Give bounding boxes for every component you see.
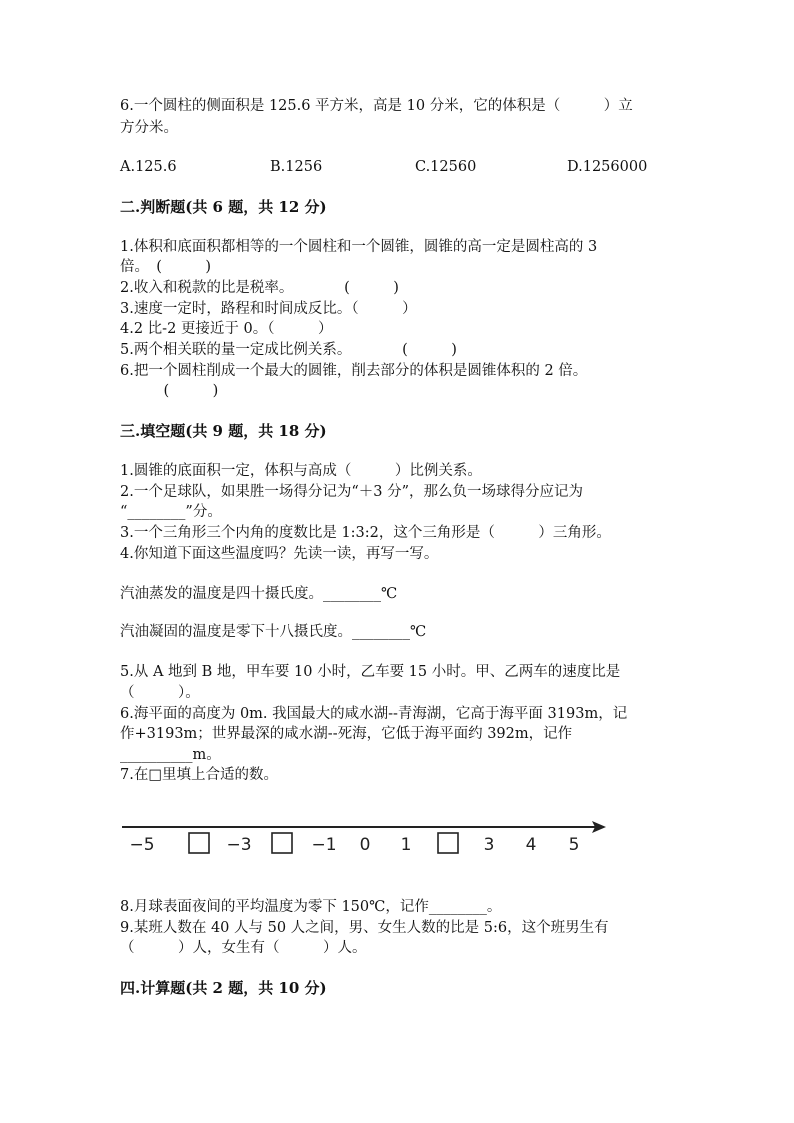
q6-stem-line2: 方分米。 (120, 120, 178, 136)
section4-heading: 四.计算题(共 2 题，共 10 分) (120, 979, 327, 997)
s3-line: 作+3193m；世界最深的咸水湖--死海，它低于海平面约 392m，记作 (120, 726, 573, 742)
s3-line: “________”分。 (120, 504, 222, 520)
tick-label: 4 (525, 835, 537, 855)
tick-label: −5 (129, 835, 155, 855)
temp-line-1: 汽油蒸发的温度是四十摄氏度。________℃ (120, 586, 398, 602)
s3-line: 3.一个三角形三个内角的度数比是 1:3:2，这个三角形是（ ）三角形。 (120, 525, 611, 541)
s2-line: 3.速度一定时，路程和时间成反比。（ ） (120, 301, 417, 317)
q6-option-d: D.1256000 (567, 159, 648, 175)
q6-option-b: B.1256 (270, 159, 323, 175)
section3-heading: 三.填空题(共 9 题，共 18 分) (120, 422, 327, 440)
s3-line: 7.在□里填上合适的数。 (120, 767, 279, 783)
temp-line-2: 汽油凝固的温度是零下十八摄氏度。________℃ (120, 624, 427, 640)
tick-label: 0 (359, 835, 371, 855)
tick-label: 3 (483, 835, 495, 855)
s2-line: 2.收入和税款的比是税率。 ( ) (120, 280, 399, 296)
s3-line: 2.一个足球队，如果胜一场得分记为“＋3 分”，那么负一场球得分应记为 (120, 484, 583, 500)
s2-line: 4.2 比-2 更接近于 0。（ ） (120, 321, 333, 337)
s2-line: 1.体积和底面积都相等的一个圆柱和一个圆锥，圆锥的高一定是圆柱高的 3 (120, 239, 598, 255)
s3-line: 9.某班人数在 40 人与 50 人之间，男、女生人数的比是 5:6，这个班男生有 (120, 920, 609, 936)
q6-option-c: C.12560 (415, 159, 477, 175)
blank-box[interactable] (272, 833, 292, 853)
s3-line: 5.从 A 地到 B 地，甲车要 10 小时，乙车要 15 小时。甲、乙两车的速度比是 (120, 664, 621, 680)
s3-line: （ ）人，女生有（ ）人。 (120, 940, 367, 956)
s3-line: 1.圆锥的底面积一定，体积与高成（ ）比例关系。 (120, 463, 482, 479)
tick-label: −1 (311, 835, 337, 855)
s3-line: 6.海平面的高度为 0m. 我国最大的咸水湖--青海湖，它高于海平面 3193m，记 (120, 706, 628, 722)
s2-line: 5.两个相关联的量一定成比例关系。 ( ) (120, 342, 457, 358)
q6-stem-line1: 6.一个圆柱的侧面积是 125.6 平方米，高是 10 分米，它的体积是（ ）立 (120, 98, 633, 114)
blank-box[interactable] (189, 833, 209, 853)
blank-box[interactable] (438, 833, 458, 853)
s3-line: （ ）。 (120, 685, 200, 701)
number-line (118, 808, 618, 868)
s3-line: 4.你知道下面这些温度吗？先读一读，再写一写。 (120, 546, 439, 562)
tick-label: −3 (226, 835, 252, 855)
s2-line: 6.把一个圆柱削成一个最大的圆锥，削去部分的体积是圆锥体积的 2 倍。 (120, 363, 588, 379)
tick-label: 1 (400, 835, 412, 855)
section2-heading: 二.判断题(共 6 题，共 12 分) (120, 198, 327, 216)
s2-line: ( ) (120, 383, 219, 399)
s2-line: 倍。 ( ) (120, 259, 212, 275)
tick-label: 5 (568, 835, 580, 855)
s3-line: 8.月球表面夜间的平均温度为零下 150℃，记作________。 (120, 899, 502, 915)
s3-line: __________m。 (120, 747, 221, 763)
q6-option-a: A.125.6 (120, 159, 177, 175)
